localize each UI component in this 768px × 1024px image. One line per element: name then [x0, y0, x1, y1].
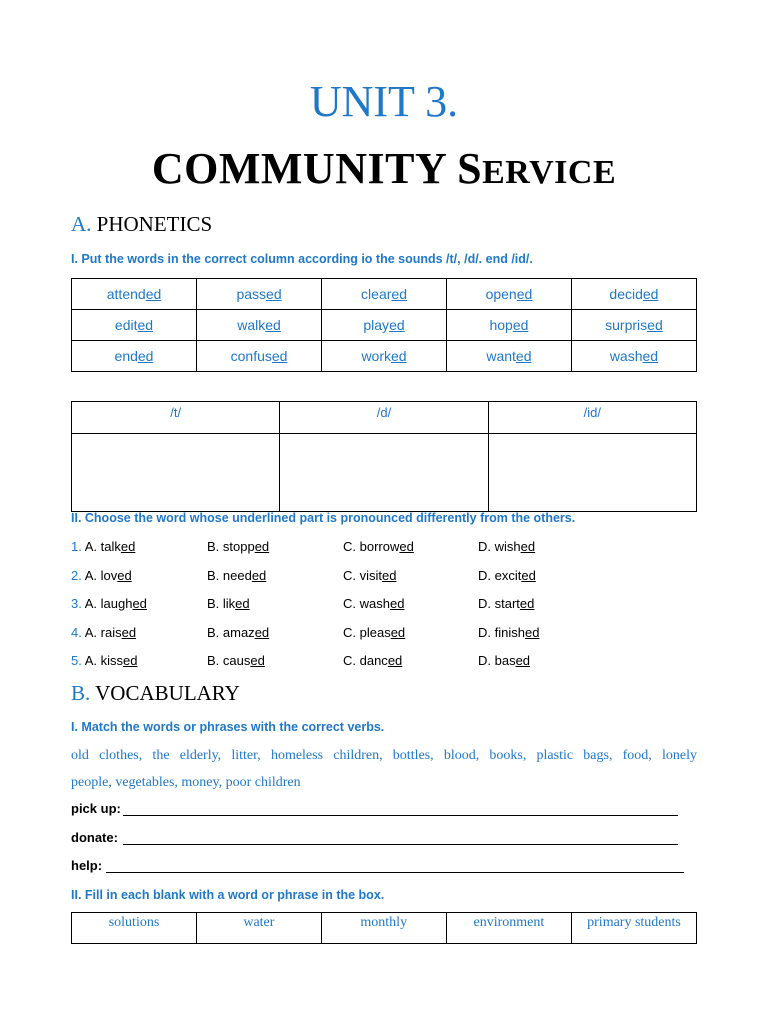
sound-header: /d/ — [280, 402, 488, 434]
instruction-a2: II. Choose the word whose underlined part is pronounced differently from the others. — [71, 511, 576, 525]
option-stem: C. visit — [343, 567, 382, 583]
answer-line-help[interactable] — [106, 872, 684, 873]
option-ending: ed — [117, 567, 132, 583]
section-b-letter: B. — [71, 681, 91, 705]
option-ending: ed — [250, 653, 265, 668]
word-ending: ed — [389, 317, 405, 333]
answer-option[interactable] — [71, 568, 132, 583]
word-stem: decid — [609, 286, 643, 302]
column-id-cell[interactable] — [488, 434, 696, 512]
word-ending: ed — [266, 286, 282, 302]
word-stem: attend — [106, 286, 146, 302]
sound-columns-table — [71, 401, 697, 512]
words-row — [72, 310, 697, 341]
word-ending: ed — [271, 348, 288, 364]
word-stem: open — [485, 286, 517, 302]
word-list-line-1: old clothes, the elderly, litter, homeless children, bottles, blood, books, plastic bags, food, lonely — [71, 748, 697, 763]
word-box-table — [71, 912, 697, 944]
word-ending: ed — [512, 317, 529, 333]
option-ending: ed — [251, 567, 267, 583]
word-ending: ed — [642, 348, 659, 364]
box-word: environment — [446, 913, 571, 944]
sound-header: /t/ — [72, 402, 280, 434]
word-stem: play — [363, 317, 390, 333]
option-stem: A. talk — [84, 539, 121, 554]
word-ending: ed — [391, 286, 407, 302]
answer-option[interactable] — [207, 596, 250, 611]
section-a-title: PHONETICS — [96, 212, 213, 236]
option-ending: ed — [390, 624, 406, 640]
word-cell — [446, 310, 571, 341]
word-ending: ed — [515, 348, 532, 364]
word-stem: hop — [489, 317, 513, 333]
word-stem: end — [114, 348, 138, 364]
option-ending: ed — [254, 624, 270, 640]
option-ending: ed — [515, 653, 531, 668]
word-ending: ed — [391, 348, 407, 364]
word-stem: edit — [114, 317, 138, 333]
option-stem: A. laugh — [84, 596, 133, 611]
answer-line-donate[interactable] — [123, 844, 678, 845]
answer-option[interactable] — [71, 625, 136, 640]
title-part-2: S — [457, 144, 483, 193]
column-d-cell[interactable] — [280, 434, 488, 512]
option-stem: D. wish — [478, 539, 521, 554]
word-stem: surpris — [605, 317, 648, 333]
words-row — [72, 279, 697, 310]
answer-option[interactable] — [71, 596, 147, 611]
option-stem: A. lov — [84, 567, 118, 583]
answer-option[interactable] — [343, 568, 396, 583]
question-number: 5. — [71, 653, 82, 668]
option-ending: ed — [387, 653, 403, 668]
answer-line-pick-up[interactable] — [123, 815, 678, 816]
answer-option[interactable] — [207, 539, 269, 554]
word-cell — [322, 310, 447, 341]
word-cell — [322, 279, 447, 310]
answer-option[interactable] — [343, 653, 402, 668]
words-row — [72, 341, 697, 372]
title-part-3: ERVICE — [482, 154, 617, 191]
word-stem: clear — [361, 286, 392, 302]
option-stem: D. bas — [478, 653, 516, 668]
blank-label-pick-up: pick up: — [71, 801, 121, 816]
word-stem: work — [361, 348, 391, 364]
sound-header: /id/ — [488, 402, 696, 434]
title-part-1: COMMUNITY — [151, 144, 458, 193]
word-ending: ed — [642, 286, 659, 302]
option-stem: A. kiss — [84, 653, 124, 668]
option-ending: ed — [389, 596, 405, 611]
word-cell — [571, 341, 696, 372]
option-stem: D. excit — [478, 567, 522, 583]
option-stem: C. danc — [343, 653, 388, 668]
option-stem: B. caus — [207, 653, 251, 668]
word-ending: ed — [137, 348, 154, 364]
word-ending: ed — [137, 317, 154, 333]
word-cell — [72, 310, 197, 341]
word-cell — [571, 310, 696, 341]
option-stem: D. start — [478, 596, 520, 611]
answer-option[interactable] — [207, 568, 266, 583]
option-ending: ed — [519, 596, 535, 611]
section-a-heading — [71, 212, 212, 237]
word-cell — [446, 279, 571, 310]
word-ending: ed — [265, 317, 281, 333]
section-b-title: VOCABULARY — [95, 681, 240, 705]
answer-option[interactable] — [207, 653, 265, 668]
question-number: 1. — [71, 539, 82, 554]
option-stem: A. rais — [84, 624, 122, 640]
option-stem: B. lik — [207, 596, 236, 611]
word-cell — [446, 341, 571, 372]
answer-option[interactable] — [343, 625, 405, 640]
box-word: primary students — [572, 913, 697, 944]
unit-heading: UNIT 3. — [309, 77, 459, 126]
word-cell — [197, 279, 322, 310]
instruction-a1: I. Put the words in the correct column according io the sounds /t/, /d/. end /id/. — [71, 252, 533, 266]
instruction-b1: I. Match the words or phrases with the correct verbs. — [71, 720, 385, 734]
word-ending: ed — [516, 286, 533, 302]
answer-option[interactable] — [71, 539, 135, 554]
answer-option[interactable] — [343, 596, 404, 611]
option-stem: B. stopp — [207, 539, 255, 554]
option-stem: B. need — [207, 567, 252, 583]
word-cell — [72, 341, 197, 372]
option-ending: ed — [121, 624, 137, 640]
box-word: water — [197, 913, 322, 944]
question-number: 3. — [71, 596, 82, 611]
word-ending: ed — [145, 286, 162, 302]
option-ending: ed — [382, 567, 397, 583]
blank-label-donate: donate: — [71, 830, 118, 845]
answer-option[interactable] — [478, 596, 534, 611]
column-t-cell[interactable] — [72, 434, 280, 512]
question-number: 4. — [71, 624, 82, 640]
word-ending: ed — [647, 317, 663, 333]
section-a-letter: A. — [71, 212, 92, 236]
option-stem: D. finish — [478, 624, 525, 640]
box-word: solutions — [72, 913, 197, 944]
word-cell — [72, 279, 197, 310]
answer-option[interactable] — [478, 539, 535, 554]
option-ending: ed — [254, 539, 270, 554]
option-ending: ed — [123, 653, 138, 668]
option-ending: ed — [521, 567, 536, 583]
option-ending: ed — [524, 624, 540, 640]
option-ending: ed — [399, 539, 414, 554]
page-title — [0, 143, 768, 194]
word-list-line-2: people, vegetables, money, poor children — [71, 775, 301, 790]
word-cell — [197, 341, 322, 372]
words-table — [71, 278, 697, 372]
word-stem: wash — [609, 348, 643, 364]
word-stem: walk — [237, 317, 266, 333]
answer-option[interactable] — [478, 568, 536, 583]
word-stem: pass — [236, 286, 267, 302]
option-ending: ed — [235, 596, 250, 611]
answer-option[interactable] — [343, 539, 414, 554]
answer-option[interactable] — [71, 653, 138, 668]
blank-label-help: help: — [71, 858, 103, 873]
section-b-heading — [71, 681, 240, 706]
question-number: 2. — [71, 567, 82, 583]
answer-option[interactable] — [207, 625, 269, 640]
answer-option[interactable] — [478, 625, 539, 640]
option-stem: B. amaz — [207, 624, 255, 640]
instruction-b2: II. Fill in each blank with a word or phrase in the box. — [71, 888, 385, 902]
option-stem: C. pleas — [343, 624, 391, 640]
option-ending: ed — [120, 539, 136, 554]
answer-option[interactable] — [478, 653, 530, 668]
option-ending: ed — [132, 596, 147, 611]
option-stem: C. wash — [343, 596, 390, 611]
word-cell — [571, 279, 696, 310]
word-cell — [322, 341, 447, 372]
word-cell — [197, 310, 322, 341]
option-ending: ed — [520, 539, 536, 554]
option-stem: C. borrow — [343, 539, 400, 554]
word-stem: want — [486, 348, 516, 364]
box-word: monthly — [321, 913, 446, 944]
word-stem: confus — [230, 348, 272, 364]
